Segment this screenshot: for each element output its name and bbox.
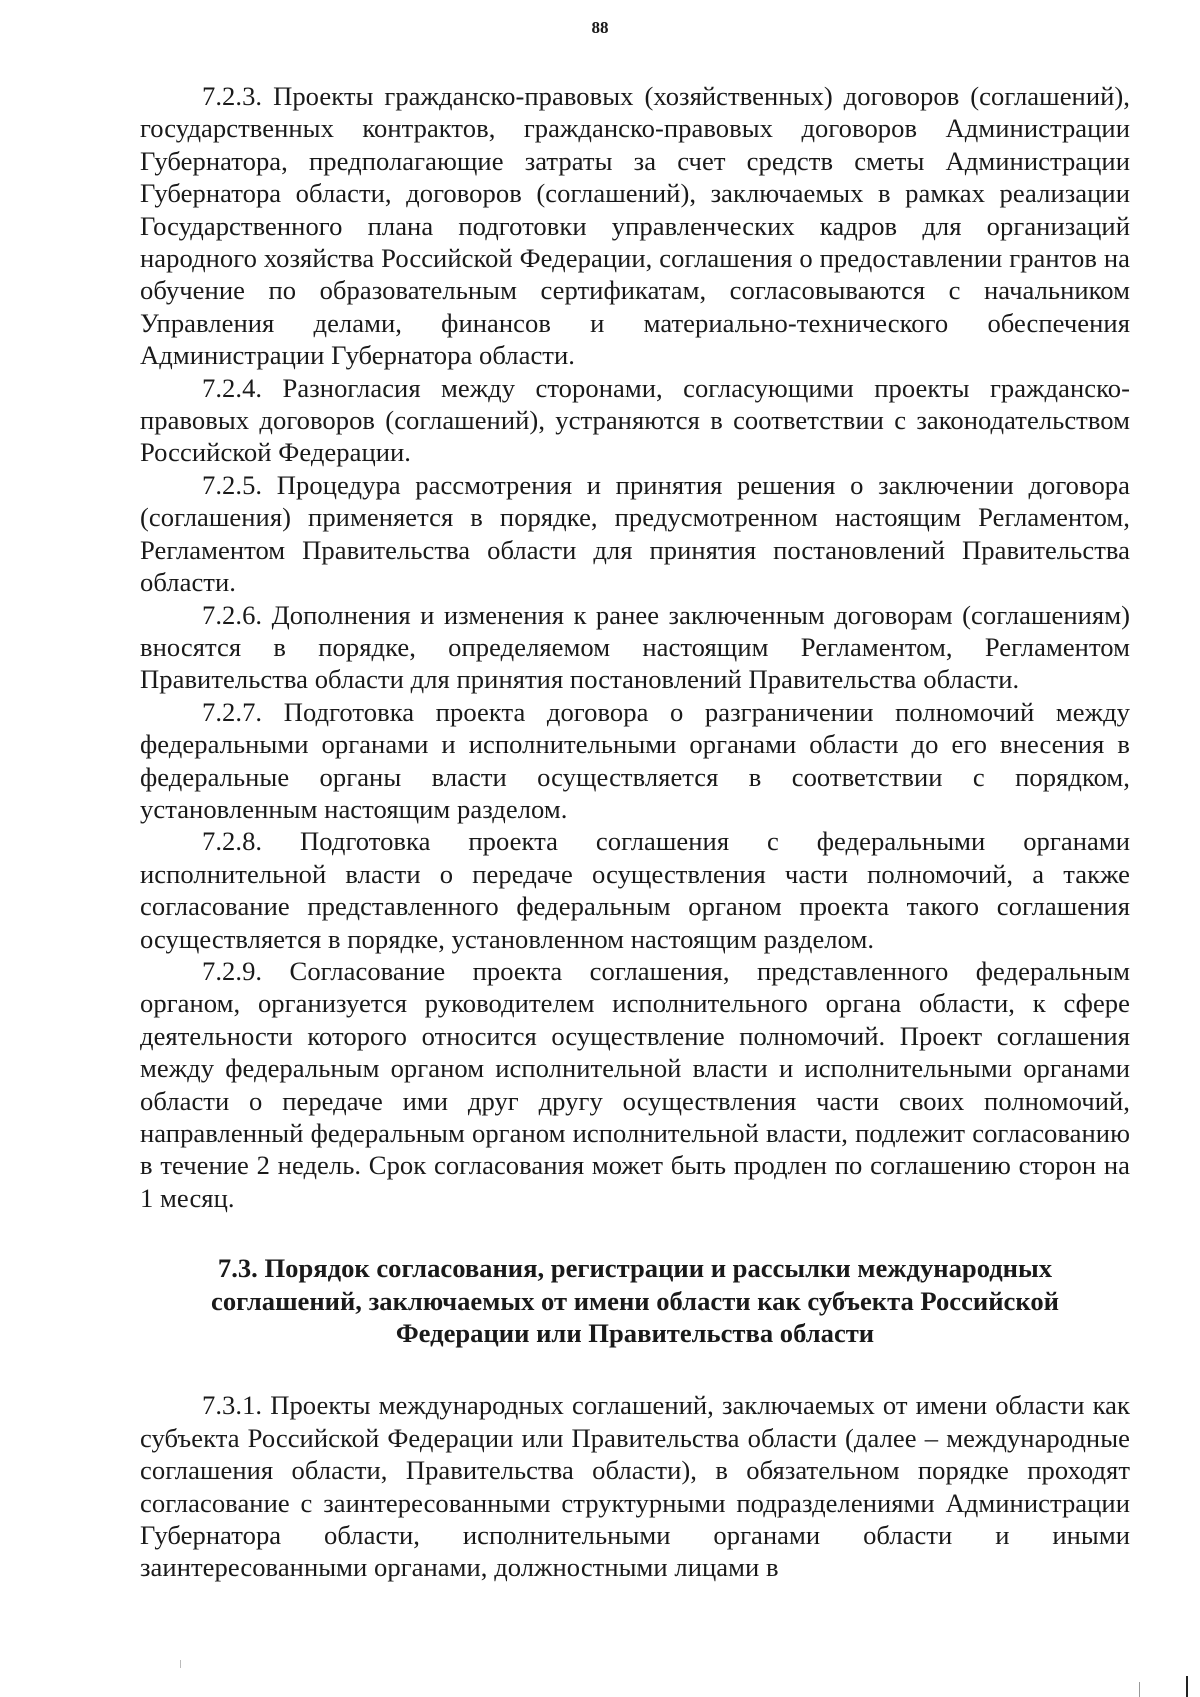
paragraph-7-2-6: 7.2.6. Дополнения и изменения к ранее заключенным договорам (соглашениям) вносятся в порядке, определяемом настоящим Регламентом, Регламентом Правительства области для принятия постановлений Правительства области. — [140, 599, 1130, 695]
scan-mark — [180, 1660, 181, 1668]
paragraph-7-2-9: 7.2.9. Согласование проекта соглашения, представленного федеральным органом, организуется руководителем исполнительного органа области, к сфере деятельности которого относится осуществление полномочий. Проект соглашения между федеральным органом исполнительной власти и исполнительными органами области о передаче ими друг другу осуществления части своих полномочий, направленный федеральным органом исполнительной власти, подлежит согласованию в течение 2 недель. Срок согласования может быть продлен по соглашению сторон на 1 месяц. — [140, 955, 1130, 1213]
scan-mark — [1139, 1682, 1140, 1697]
paragraph-7-3-1: 7.3.1. Проекты международных соглашений, заключаемых от имени области как субъекта Российской Федерации или Правительства области (далее – международные соглашения области, Правительства области), в обязательном порядке проходят согласование с заинтересованными структурными подразделениями Администрации Губернатора области, исполнительными органами области и иными заинтересованными органами, должностными лицами в — [140, 1390, 1130, 1583]
page-number: 88 — [591, 18, 609, 37]
document-body — [140, 80, 1130, 1584]
paragraph-7-2-5: 7.2.5. Процедура рассмотрения и принятия решения о заключении договора (соглашения) применяется в порядке, предусмотренном настоящим Регламентом, Регламентом Правительства области для принятия постановлений Правительства области. — [140, 469, 1130, 598]
paragraph-7-2-7: 7.2.7. Подготовка проекта договора о разграничении полномочий между федеральными органами и исполнительными органами области до его внесения в федеральные органы власти осуществляется в соответствии с порядком, установленным настоящим разделом. — [140, 696, 1130, 824]
section-heading-7-3: 7.3. Порядок согласования, регистрации и рассылки международных соглашений, заключаемых от имени области как субъекта Российской Федерации или Правительства области — [211, 1253, 1059, 1349]
paragraph-7-2-3: 7.2.3. Проекты гражданско-правовых (хозяйственных) договоров (соглашений), государственных контрактов, гражданско-правовых договоров Администрации Губернатора, предполагающие затраты за счет средств сметы Администрации Губернатора области, договоров (соглашений), заключаемых в рамках реализации Государственного плана подготовки управленческих кадров для организаций народного хозяйства Российской Федерации, соглашения о предоставлении грантов на обучение по образовательным сертификатам, согласовываются с начальником Управления делами, финансов и материально-технического обеспечения Администрации Губернатора области. — [140, 81, 1130, 371]
paragraph-7-2-8: 7.2.8. Подготовка проекта соглашения с федеральными органами исполнительной власти о передаче осуществления части полномочий, а также согласование представленного федеральным органом проекта такого соглашения осуществляется в порядке, установленном настоящим разделом. — [140, 826, 1130, 954]
paragraph-7-2-4: 7.2.4. Разногласия между сторонами, согласующими проекты гражданско-правовых договоров (соглашений), устраняются в соответствии с законодательством Российской Федерации. — [140, 372, 1130, 468]
scan-edge-mark — [1186, 1676, 1188, 1697]
